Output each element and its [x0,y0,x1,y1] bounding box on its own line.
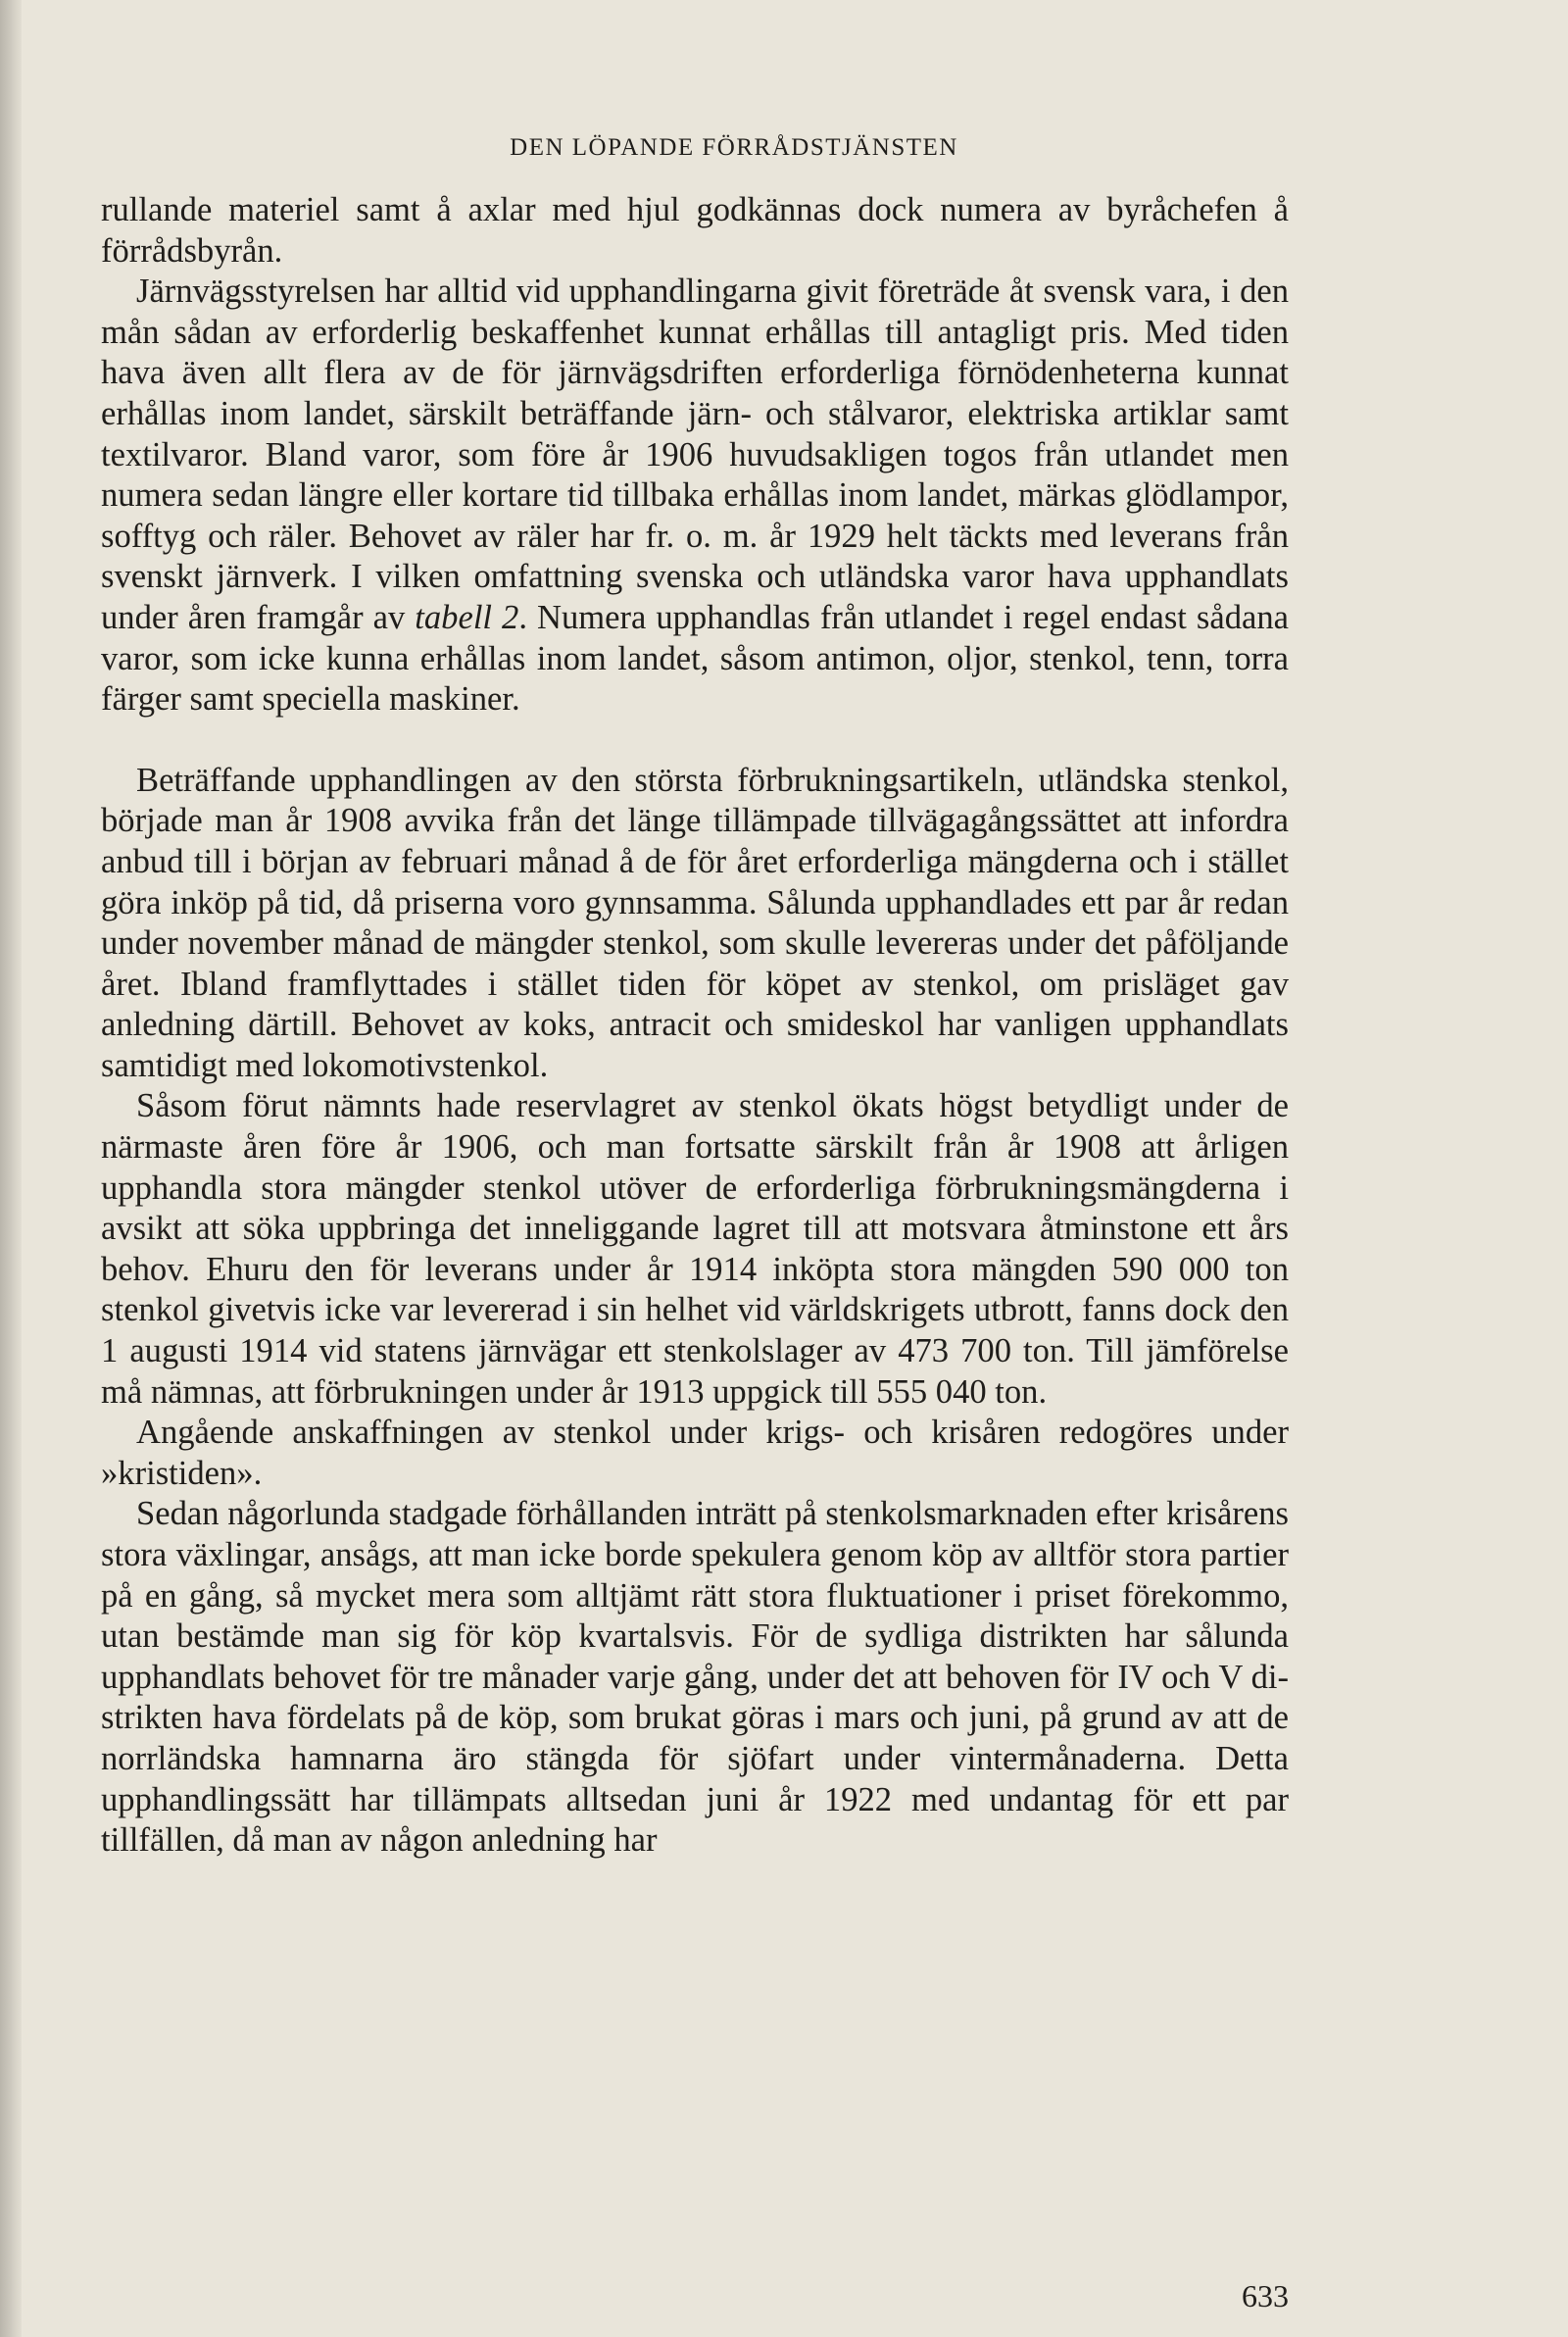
paragraph-6: Sedan någorlunda stadgade förhållanden inträtt på stenkolsmarknaden efter krisårens stora växlingar, ansågs, att man icke borde spekulera genom köp av alltför stora partier på en gång, så mycket mera som alltjämt rätt stora fluktuationer i priset förekommo, utan bestämde man sig för köp kvartalsvis. För de sydliga distrikten har sålunda upphandlats behovet för tre månader varje gång, under det att behoven för IV och V distrikten hava fördelats på de köp, som brukat göras i mars och juni, på grund av att de norrländska hamnarna äro stängda för sjöfart under vintermånaderna. Detta upphandlingssätt har tillämpats alltsedan juni år 1922 med undantag för ett par tillfällen, då man av någon anledning har [101,1495,1289,1860]
body-text [101,190,1289,1862]
book-page [101,131,1289,2313]
page-number: 633 [1242,2278,1289,2313]
paragraph-3: Beträffande upphandlingen av den största förbrukningsartikeln, utländska stenkol, började man år 1908 avvika från det länge tillämpade tillvägagångssättet att infordra anbud till i början av februari månad å de för året erforderliga mängderna och i stället göra inköp på tid, då priserna voro gynnsamma. Sålunda upphandlades ett par år redan under november månad de mängder stenkol, som skulle levereras under det påföljande året. Ibland framflyttades i stället tiden för köpet av stenkol, om prisläget gav anledning därtill. Behovet av koks, antracit och smideskol har vanligen upphandlats samtidigt med lokomotivstenkol. [101,761,1289,1084]
paragraph-1: rullande materiel samt å axlar med hjul godkännas dock numera av byråchefen å förrådsbyrån. [101,191,1289,270]
paragraph-4: Såsom förut nämnts hade reservlagret av stenkol ökats högst betydligt under de närmaste åren före år 1906, och man fortsatte särskilt från år 1908 att årligen upphandla stora mängder stenkol utöver de erforderliga förbrukningsmängderna i avsikt att söka uppbringa det inneliggande lagret till att motsvara åtminstone ett års behov. Ehuru den för leverans under år 1914 inköpta stora mängden 590 000 ton stenkol givetvis icke var levererad i sin helhet vid världskrigets utbrott, fanns dock den 1 augusti 1914 vid statens järnvägar ett stenkolslager av 473 700 ton. Till jämförelse må nämnas, att förbrukningen under år 1913 uppgick till 555 040 ton. [101,1087,1289,1411]
paragraph-2: Järnvägsstyrelsen har alltid vid upphandlingarna givit företräde åt svensk vara, i den mån sådan av erforderlig beskaffenhet kunnat erhållas till antagligt pris. Med tiden hava även allt flera av de för järnvägsdriften erforderliga förnödenheterna kunnat erhållas inom landet, särskilt beträffande järn- och stålvaror, elektriska artiklar samt textilvaror. Bland varor, som före år 1906 huvudsakligen togos från utlandet men numera sedan längre eller kortare tid tillbaka erhållas inom landet, märkas glödlampor, sofftyg och räler. Behovet av räler har fr. o. m. år 1929 helt täckts med leverans från svenskt järnverk. I vilken omfattning svenska och utländska varor hava upphandlats under åren framgår av tabell 2. Numera upphandlas från utlandet i regel endast sådana varor, som icke kunna erhållas inom landet, såsom antimon, oljor, stenkol, tenn, torra färger samt speciella maskiner. [101,273,1289,719]
paragraph-5: Angående anskaffningen av stenkol under krigs- och krisåren redogöres under »kristiden». [101,1414,1289,1492]
scan-page-edge [0,0,22,2337]
table-reference: tabell 2 [415,598,519,636]
running-head: DEN LÖPANDE FÖRRÅDSTJÄNSTEN [510,134,958,161]
